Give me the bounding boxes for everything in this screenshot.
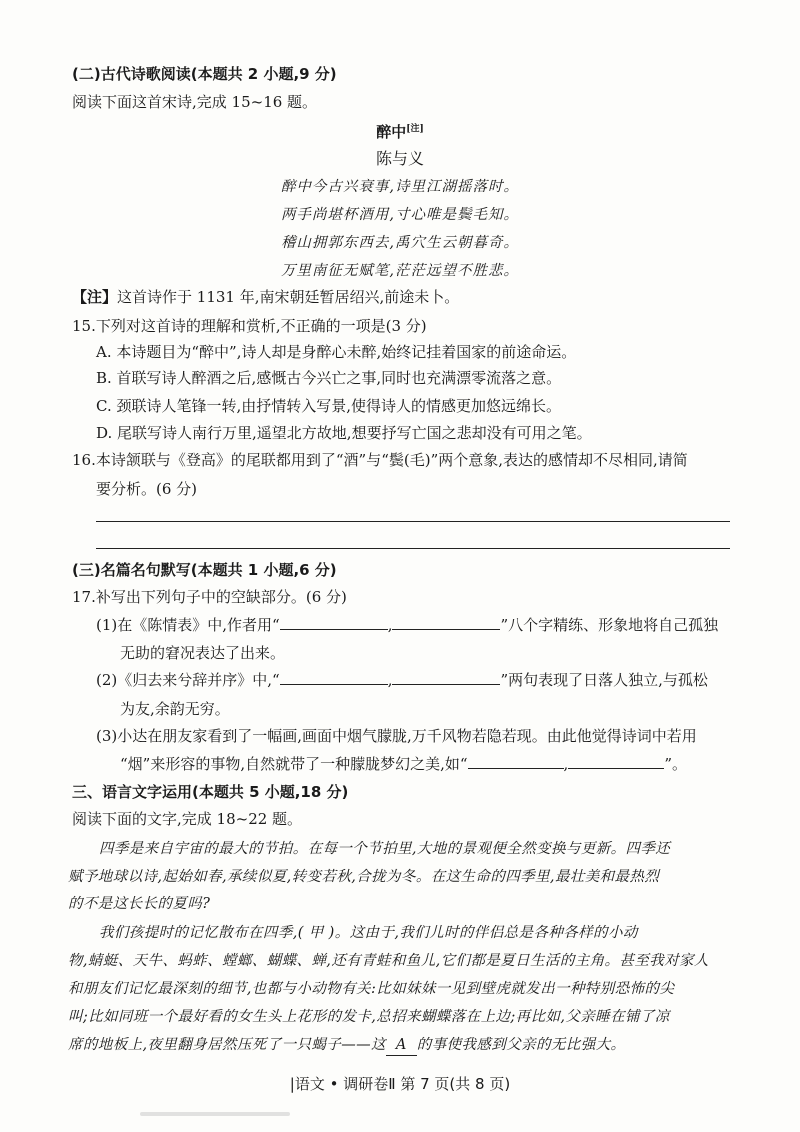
question-16-stem: 16.本诗颔联与《登高》的尾联都用到了“酒”与“鬓(毛)”两个意象,表达的感情却不尽相同,请简 [72,451,688,469]
q17-p1-text-a: (1)在《陈情表》中,作者用“ [96,616,280,634]
section-heading-recitation: (三)名篇名句默写(本题共 1 小题,6 分) [72,561,337,579]
fill-blank[interactable] [392,615,500,630]
scan-smudge [140,1112,290,1116]
q17-p1-text-b: ”八个字精练、形象地将自己孤独 [500,616,719,634]
fill-blank[interactable] [392,670,500,685]
passage-line: 叫;比如同班一个最好看的女生头上花形的发卡,总招来蝴蝶落在上边;再比如,父亲睡在铺了凉 [68,1009,670,1025]
question-15-stem: 15.下列对这首诗的理解和赏析,不正确的一项是(3 分) [72,317,427,335]
passage-line: 物,蜻蜓、天牛、蚂蚱、螳螂、蝴蝶、蝉,还有青蛙和鱼儿,它们都是夏日生活的主角。甚至我对家人 [68,953,709,969]
question-15-option-a: A. 本诗题目为“醉中”,诗人却是身醉心未醉,始终记挂着国家的前途命运。 [96,343,577,361]
passage-line: 四季是来自宇宙的最大的节拍。在每一个节拍里,大地的景观便全然变换与更新。四季还 [99,841,671,857]
part-three-heading: 三、语言文字运用(本题共 5 小题,18 分) [72,783,349,801]
q17-p2-comma: , [387,671,393,689]
poem-title [0,121,800,142]
poem-line: 醉中今古兴衰事,诗里江湖摇落时。 [280,179,520,195]
question-17-part-2-cont: 为友,余韵无穷。 [120,700,230,718]
question-17-part-2 [96,670,708,690]
poem-note-label: 【注】 [72,288,118,306]
passage-line [68,1035,625,1056]
page-footer: |语文 • 调研卷Ⅱ 第 7 页(共 8 页) [289,1075,511,1093]
question-15-option-b: B. 首联写诗人醉酒之后,感慨古今兴亡之事,同时也充满漂零流落之意。 [96,369,562,387]
q17-p3-comma: , [563,755,569,773]
part-three-instruction: 阅读下面的文字,完成 18~22 题。 [72,810,303,828]
question-15-option-c: C. 颈联诗人笔锋一转,由抒情转入写景,使得诗人的情感更加悠远绵长。 [96,397,562,415]
poem-note [72,287,459,307]
passage-line: 的不是这长长的夏吗? [68,896,211,912]
blank-a[interactable]: A [386,1035,417,1056]
question-17-part-1 [96,615,718,635]
fill-blank[interactable] [280,670,388,685]
poem-note-text: 这首诗作于 1131 年,南宋朝廷暂居绍兴,前途未卜。 [117,288,460,306]
answer-line[interactable] [96,521,730,522]
fill-blank[interactable] [468,754,564,769]
passage-line: 和朋友们记忆最深刻的细节,也都与小动物有关:比如妹妹一见到壁虎就发出一种特别恐怖的尖 [68,981,675,997]
question-17-stem: 17.补写出下列句子中的空缺部分。(6 分) [72,588,347,606]
passage-text: 席的地板上,夜里翻身居然压死了一只蝎子——这 [68,1037,386,1053]
question-17-part-3: (3)小达在朋友家看到了一幅画,画面中烟气朦胧,万千风物若隐若现。由此他觉得诗词中若用 [96,727,697,745]
fill-blank[interactable] [568,754,664,769]
question-17-part-3-cont [120,754,687,774]
q17-p1-comma: , [387,616,393,634]
question-17-part-1-cont: 无助的窘况表达了出来。 [120,644,286,662]
poem-note-mark: [注] [406,124,424,134]
poetry-instruction: 阅读下面这首宋诗,完成 15~16 题。 [72,93,318,111]
q17-p3-end: ”。 [664,755,687,773]
q17-p2-text-b: ”两句表现了日落人独立,与孤松 [500,671,708,689]
passage-text: 的事使我感到父亲的无比强大。 [416,1037,626,1053]
answer-line[interactable] [96,548,730,549]
question-16-stem-cont: 要分析。(6 分) [96,480,198,498]
poem-line: 两手尚堪杯酒用,寸心唯是鬓毛知。 [280,207,520,223]
poem-author: 陈与义 [375,149,424,168]
poem-line: 稽山拥郭东西去,禹穴生云朝暮奇。 [280,235,520,251]
q17-p2-text-a: (2)《归去来兮辞并序》中,“ [96,671,280,689]
passage-line: 赋予地球以诗,起始如春,承续似夏,转变若秋,合拢为冬。在这生命的四季里,最壮美和最热烈 [68,869,660,885]
q17-p3-text-b: “烟”来形容的事物,自然就带了一种朦胧梦幻之美,如“ [120,755,468,773]
poem-line: 万里南征无赋笔,茫茫远望不胜悲。 [280,263,520,279]
section-heading-poetry: (二)古代诗歌阅读(本题共 2 小题,9 分) [72,65,337,83]
fill-blank[interactable] [280,615,388,630]
poem-title-text: 醉中 [376,123,407,141]
question-15-option-d: D. 尾联写诗人南行万里,遥望北方故地,想要抒写亡国之悲却没有可用之笔。 [96,424,592,442]
passage-line: 我们孩提时的记忆散布在四季,( 甲 )。这由于,我们儿时的伴侣总是各种各样的小动 [99,925,638,941]
